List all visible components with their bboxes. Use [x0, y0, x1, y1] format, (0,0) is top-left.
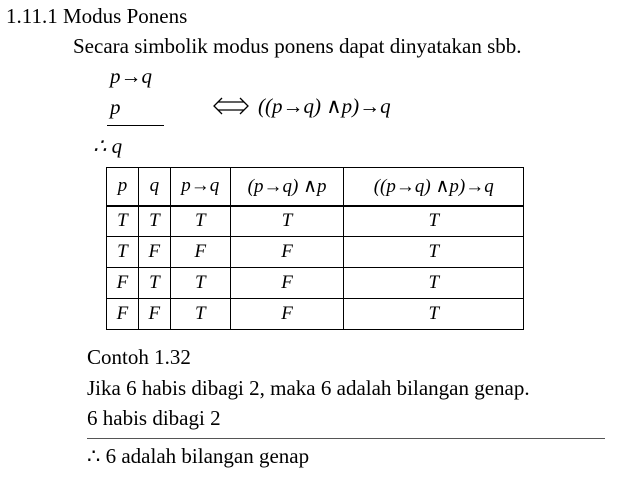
table-cell: T: [170, 268, 230, 299]
table-row: [107, 237, 524, 268]
table-row: [107, 268, 524, 299]
example-conclusion: ∴ 6 adalah bilangan genap: [87, 444, 310, 468]
table-cell: T: [344, 237, 524, 268]
table-cell: T: [107, 237, 139, 268]
header-implication: p→q: [170, 168, 230, 206]
table-cell: T: [344, 299, 524, 330]
example-premise-2: 6 habis dibagi 2: [87, 406, 221, 430]
section-title: 1.11.1 Modus Ponens: [6, 4, 188, 28]
header-p: p: [107, 168, 139, 206]
table-cell: F: [138, 299, 170, 330]
equivalent-formula: ((p→q) ∧p)→q: [258, 94, 391, 118]
example-divider: [87, 438, 605, 439]
table-cell: F: [230, 268, 344, 299]
table-cell: T: [138, 206, 170, 237]
example-premise-1: Jika 6 habis dibagi 2, maka 6 adalah bilangan genap.: [87, 376, 530, 400]
header-conjunction: (p→q) ∧p: [230, 168, 344, 206]
premise-divider: [107, 125, 164, 126]
table-cell: T: [138, 268, 170, 299]
table-row: [107, 299, 524, 330]
section-intro: Secara simbolik modus ponens dapat dinyatakan sbb.: [73, 34, 522, 58]
header-q: q: [138, 168, 170, 206]
table-cell: T: [344, 206, 524, 237]
table-cell: F: [138, 237, 170, 268]
double-arrow-icon: [213, 96, 249, 116]
example-title: Contoh 1.32: [87, 345, 191, 369]
table-cell: F: [230, 299, 344, 330]
argument-conclusion: ∴ q: [93, 134, 123, 158]
table-cell: T: [230, 206, 344, 237]
table-cell: F: [170, 237, 230, 268]
header-full-formula: ((p→q) ∧p)→q: [344, 168, 524, 206]
table-cell: T: [170, 299, 230, 330]
table-row: [107, 206, 524, 237]
table-cell: F: [107, 299, 139, 330]
truth-table-header-row: [107, 168, 524, 206]
table-cell: F: [107, 268, 139, 299]
table-cell: F: [230, 237, 344, 268]
table-cell: T: [170, 206, 230, 237]
premise-1: p→q: [110, 64, 152, 88]
truth-table: [106, 167, 524, 330]
table-cell: T: [344, 268, 524, 299]
table-cell: T: [107, 206, 139, 237]
premise-2: p: [110, 95, 121, 119]
